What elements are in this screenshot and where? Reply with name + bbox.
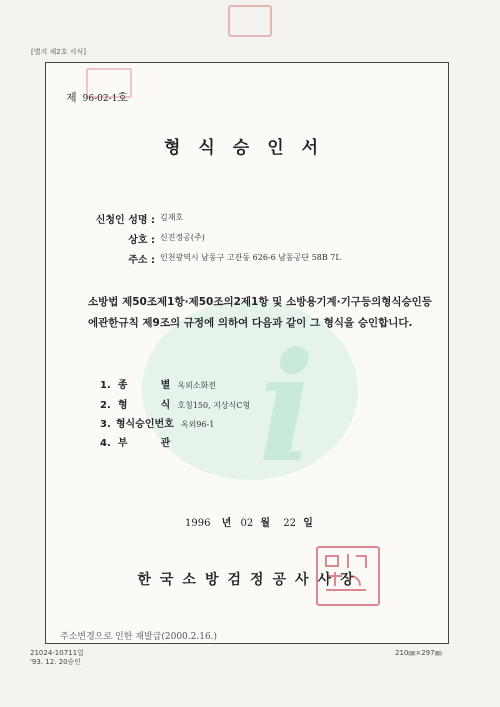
date-year-unit: 년 — [221, 518, 232, 529]
item-number: 1. — [100, 380, 111, 391]
seal-pattern-icon — [318, 548, 374, 600]
item-label: 형식승인번호 — [115, 419, 174, 430]
page-title: 형식승인서 — [163, 138, 337, 158]
item-label: 형 — [117, 400, 128, 411]
footer-form-code: 21024-10711일 — [30, 649, 84, 657]
footer-approval-date: '93. 12. 20승인 — [30, 658, 82, 666]
date-day-unit: 일 — [303, 518, 313, 529]
item-4 — [100, 431, 170, 450]
doc-number-suffix: 호 — [117, 91, 128, 104]
reissue-note: 주소변경으로 인한 재발급(2000.2.16.) — [60, 632, 218, 642]
approval-paragraph: 소방법 제50조제1항·제50조의2제1항 및 소방용기계·기구등의형식승인등에관한규칙 제9조의 규정에 의하여 다음과 같이 그 형식을 승인합니다. — [88, 296, 432, 329]
item-2 — [100, 393, 250, 412]
doc-number-value: 96-02-1 — [82, 94, 118, 104]
item-label: 부 — [117, 438, 128, 449]
item-number: 3. — [100, 419, 111, 430]
doc-number-stamp — [86, 68, 132, 98]
date-month-unit: 월 — [260, 518, 271, 529]
item-1 — [100, 373, 216, 392]
item-label-2: 별 — [160, 380, 171, 391]
item-number: 2. — [100, 400, 111, 411]
company-label: 상호 : — [128, 235, 155, 246]
item-label-2: 관 — [160, 438, 171, 449]
footer-paper-size: 210㎜×297㎜ — [395, 649, 442, 657]
address-label: 주소 : — [128, 255, 155, 266]
applicant-name-label: 신청인 성명 : — [95, 215, 155, 226]
official-seal — [316, 546, 380, 606]
svg-text:i: i — [258, 320, 315, 490]
issuer-title: 한국소방검정공사사장 — [137, 572, 363, 588]
top-stamp — [228, 5, 272, 37]
item-3 — [100, 412, 214, 431]
date-month: 02 — [240, 518, 254, 529]
company-value: 신진정공(주) — [160, 233, 205, 242]
form-label: [별지 제2호 서식] — [31, 48, 86, 56]
doc-number-prefix: 제 — [66, 91, 77, 104]
item-label-2: 식 — [160, 400, 171, 411]
date-year: 1996 — [185, 518, 211, 529]
item-value: 옥외소화전 — [177, 381, 217, 390]
item-value: 옥외96-1 — [180, 420, 215, 429]
date-day: 22 — [283, 518, 297, 529]
applicant-name-value: 김재호 — [160, 213, 184, 222]
item-value: 호칭150, 지상식C형 — [177, 401, 251, 410]
issue-date — [185, 514, 313, 529]
address-value: 인천광역시 남동구 고잔동 626-6 남동공단 58B 7L — [160, 253, 341, 262]
item-number: 4. — [100, 438, 111, 449]
item-label: 종 — [117, 380, 128, 391]
